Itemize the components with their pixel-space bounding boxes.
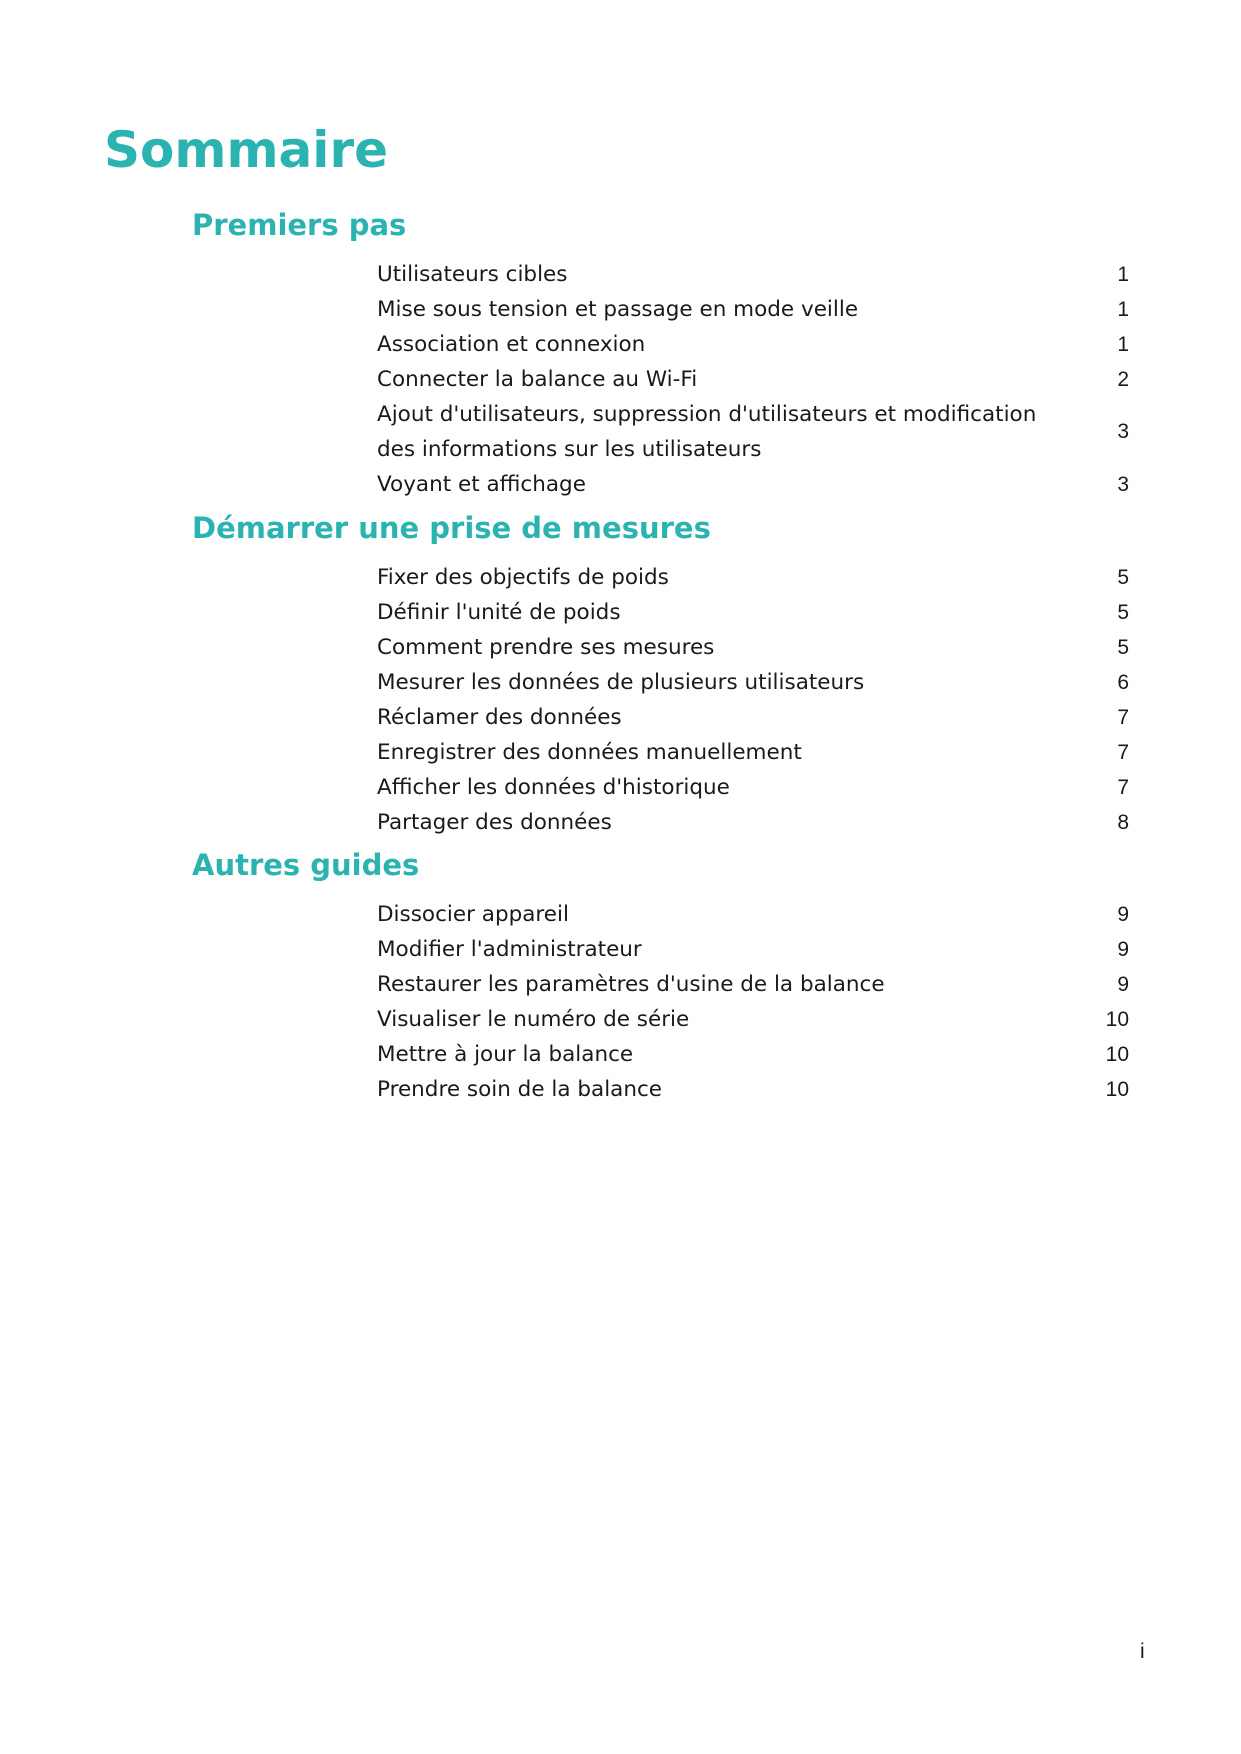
toc-entry[interactable] xyxy=(0,1072,1241,1107)
toc-entry[interactable] xyxy=(0,735,1241,770)
toc-entry-page[interactable]: 10 xyxy=(1105,1077,1129,1101)
toc-entry-title[interactable]: Voyant et affichage xyxy=(377,472,586,497)
toc-entry-list xyxy=(0,257,1241,502)
toc-entry-page[interactable]: 1 xyxy=(1117,262,1129,286)
toc-entry-title[interactable]: Mesurer les données de plusieurs utilisateurs xyxy=(377,670,865,695)
toc-entry-page[interactable]: 3 xyxy=(1117,420,1129,443)
toc-entry-title[interactable]: Restaurer les paramètres d'usine de la balance xyxy=(377,972,885,997)
toc-entry[interactable] xyxy=(0,967,1241,1002)
toc-entry-page[interactable]: 7 xyxy=(1117,775,1129,799)
toc-entry-page[interactable]: 6 xyxy=(1117,670,1129,694)
toc-entry[interactable] xyxy=(0,292,1241,327)
toc-entry-page[interactable]: 9 xyxy=(1117,902,1129,926)
page-number: i xyxy=(1140,1640,1145,1663)
toc-entry-title[interactable]: Mettre à jour la balance xyxy=(377,1042,634,1067)
toc-entry[interactable] xyxy=(0,897,1241,932)
toc-entry[interactable] xyxy=(0,362,1241,397)
toc-entry-page[interactable]: 8 xyxy=(1117,810,1129,834)
toc-entry-list xyxy=(0,560,1241,840)
toc-entry-title[interactable]: Utilisateurs cibles xyxy=(377,262,568,287)
toc-entry-title[interactable]: Partager des données xyxy=(377,810,612,835)
toc-entry-title[interactable]: Mise sous tension et passage en mode veille xyxy=(377,297,859,322)
toc-entry-page[interactable]: 1 xyxy=(1117,297,1129,321)
toc-entry-title[interactable]: Enregistrer des données manuellement xyxy=(377,740,802,765)
toc-entry[interactable] xyxy=(0,1037,1241,1072)
section-heading[interactable]: Premiers pas xyxy=(192,208,407,242)
toc-entry-title[interactable]: Comment prendre ses mesures xyxy=(377,635,715,660)
toc-entry[interactable] xyxy=(0,1002,1241,1037)
toc-entry-title[interactable]: Définir l'unité de poids xyxy=(377,600,621,625)
toc-entry-title[interactable]: Afficher les données d'historique xyxy=(377,775,730,800)
toc-entry-title[interactable]: Réclamer des données xyxy=(377,705,622,730)
page-title: Sommaire xyxy=(104,121,389,179)
toc-entry[interactable] xyxy=(0,327,1241,362)
toc-entry-title[interactable]: Prendre soin de la balance xyxy=(377,1077,663,1102)
toc-entry[interactable] xyxy=(0,805,1241,840)
toc-entry[interactable] xyxy=(0,630,1241,665)
toc-entry-title[interactable]: Association et connexion xyxy=(377,332,646,357)
toc-entry-page[interactable]: 3 xyxy=(1117,472,1129,496)
toc-entry-page[interactable]: 5 xyxy=(1117,600,1129,624)
toc-entry-page[interactable]: 2 xyxy=(1117,367,1129,391)
toc-entry-page[interactable]: 5 xyxy=(1117,635,1129,659)
section-heading[interactable]: Démarrer une prise de mesures xyxy=(192,511,711,545)
toc-entry-page[interactable]: 10 xyxy=(1105,1042,1129,1066)
toc-entry-title[interactable]: Dissocier appareil xyxy=(377,902,569,927)
toc-entry-page[interactable]: 1 xyxy=(1117,332,1129,356)
toc-entry[interactable] xyxy=(0,397,1241,467)
toc-entry-page[interactable]: 9 xyxy=(1117,972,1129,996)
toc-entry-page[interactable]: 5 xyxy=(1117,565,1129,589)
toc-entry-page[interactable]: 7 xyxy=(1117,740,1129,764)
toc-entry-page[interactable]: 10 xyxy=(1105,1007,1129,1031)
toc-entry[interactable] xyxy=(0,595,1241,630)
toc-entry-title[interactable]: Modifier l'administrateur xyxy=(377,937,642,962)
toc-entry-page[interactable]: 7 xyxy=(1117,705,1129,729)
toc-entry[interactable] xyxy=(0,467,1241,502)
toc-entry-title[interactable]: Ajout d'utilisateurs, suppression d'utilisateurs et modification des informations sur les utilisateurs xyxy=(377,402,1037,462)
toc-entry[interactable] xyxy=(0,700,1241,735)
toc-entry-list xyxy=(0,897,1241,1107)
toc-entry-title[interactable]: Fixer des objectifs de poids xyxy=(377,565,669,590)
toc-entry[interactable] xyxy=(0,560,1241,595)
toc-entry-page[interactable]: 9 xyxy=(1117,937,1129,961)
toc-entry-title[interactable]: Connecter la balance au Wi-Fi xyxy=(377,367,698,392)
toc-entry[interactable] xyxy=(0,770,1241,805)
toc-entry[interactable] xyxy=(0,932,1241,967)
toc-entry[interactable] xyxy=(0,257,1241,292)
toc-entry-title[interactable]: Visualiser le numéro de série xyxy=(377,1007,690,1032)
toc-entry[interactable] xyxy=(0,665,1241,700)
section-heading[interactable]: Autres guides xyxy=(192,848,420,882)
